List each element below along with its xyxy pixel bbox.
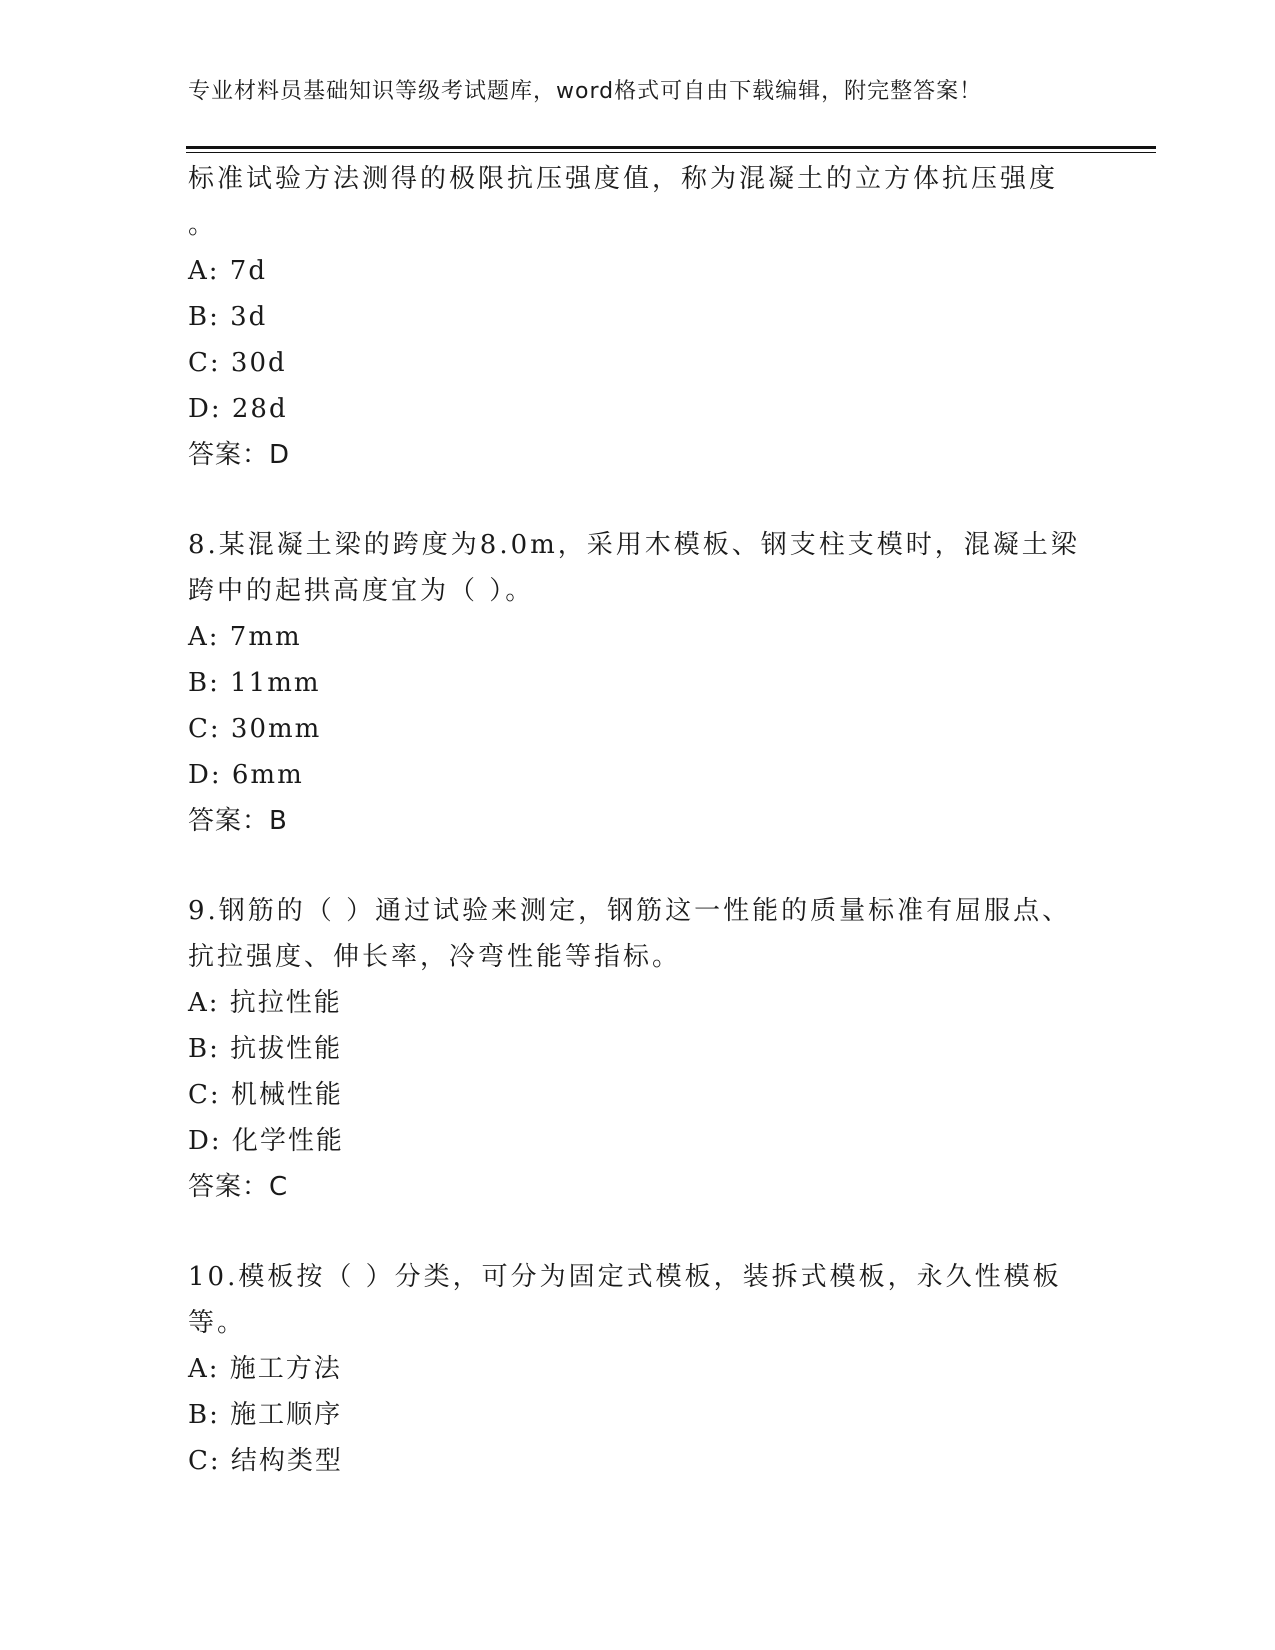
option-b: B: 抗拔性能 (188, 1034, 343, 1064)
header-rule-thin (186, 152, 1156, 153)
answer-line: 答案：D (188, 440, 291, 470)
option-a: A: 7mm (188, 622, 302, 652)
question-stem-line: 标准试验方法测得的极限抗压强度值，称为混凝土的立方体抗压强度 (188, 164, 1059, 194)
question-stem-line: 等。 (188, 1308, 247, 1338)
question-list (188, 156, 1088, 1484)
question-stem-line: 9.钢筋的（ ）通过试验来测定，钢筋这一性能的质量标准有屈服点、 (188, 896, 1072, 926)
question-stem-line: 10.模板按（ ）分类，可分为固定式模板，装拆式模板，永久性模板 (188, 1262, 1062, 1292)
option-d: D: 化学性能 (188, 1126, 344, 1156)
question-block (188, 1254, 1088, 1484)
question-stem-line: 8.某混凝土梁的跨度为8.0m，采用木模板、钢支柱支模时，混凝土梁 (188, 530, 1080, 560)
header-rule-thick (186, 146, 1156, 149)
option-b: B: 3d (188, 302, 268, 332)
question-block (188, 888, 1088, 1210)
answer-line: 答案：B (188, 806, 288, 836)
question-stem-line: 。 (188, 210, 218, 240)
option-a: A: 抗拉性能 (188, 988, 342, 1018)
option-a: A: 施工方法 (188, 1354, 342, 1384)
option-b: B: 施工顺序 (188, 1400, 343, 1430)
option-d: D: 28d (188, 394, 288, 424)
question-block (188, 522, 1088, 844)
question-stem-line: 抗拉强度、伸长率，冷弯性能等指标。 (188, 942, 682, 972)
question-stem-line: 跨中的起拱高度宜为（ ）。 (188, 576, 535, 606)
option-a: A: 7d (188, 256, 267, 286)
option-c: C: 机械性能 (188, 1080, 343, 1110)
option-c: C: 30d (188, 348, 287, 378)
question-block (188, 156, 1088, 478)
option-b: B: 11mm (188, 668, 321, 698)
option-c: C: 结构类型 (188, 1446, 343, 1476)
answer-line: 答案：C (188, 1172, 289, 1202)
option-c: C: 30mm (188, 714, 322, 744)
option-d: D: 6mm (188, 760, 304, 790)
page-header: 专业材料员基础知识等级考试题库，word格式可自由下载编辑，附完整答案！ (188, 79, 983, 104)
